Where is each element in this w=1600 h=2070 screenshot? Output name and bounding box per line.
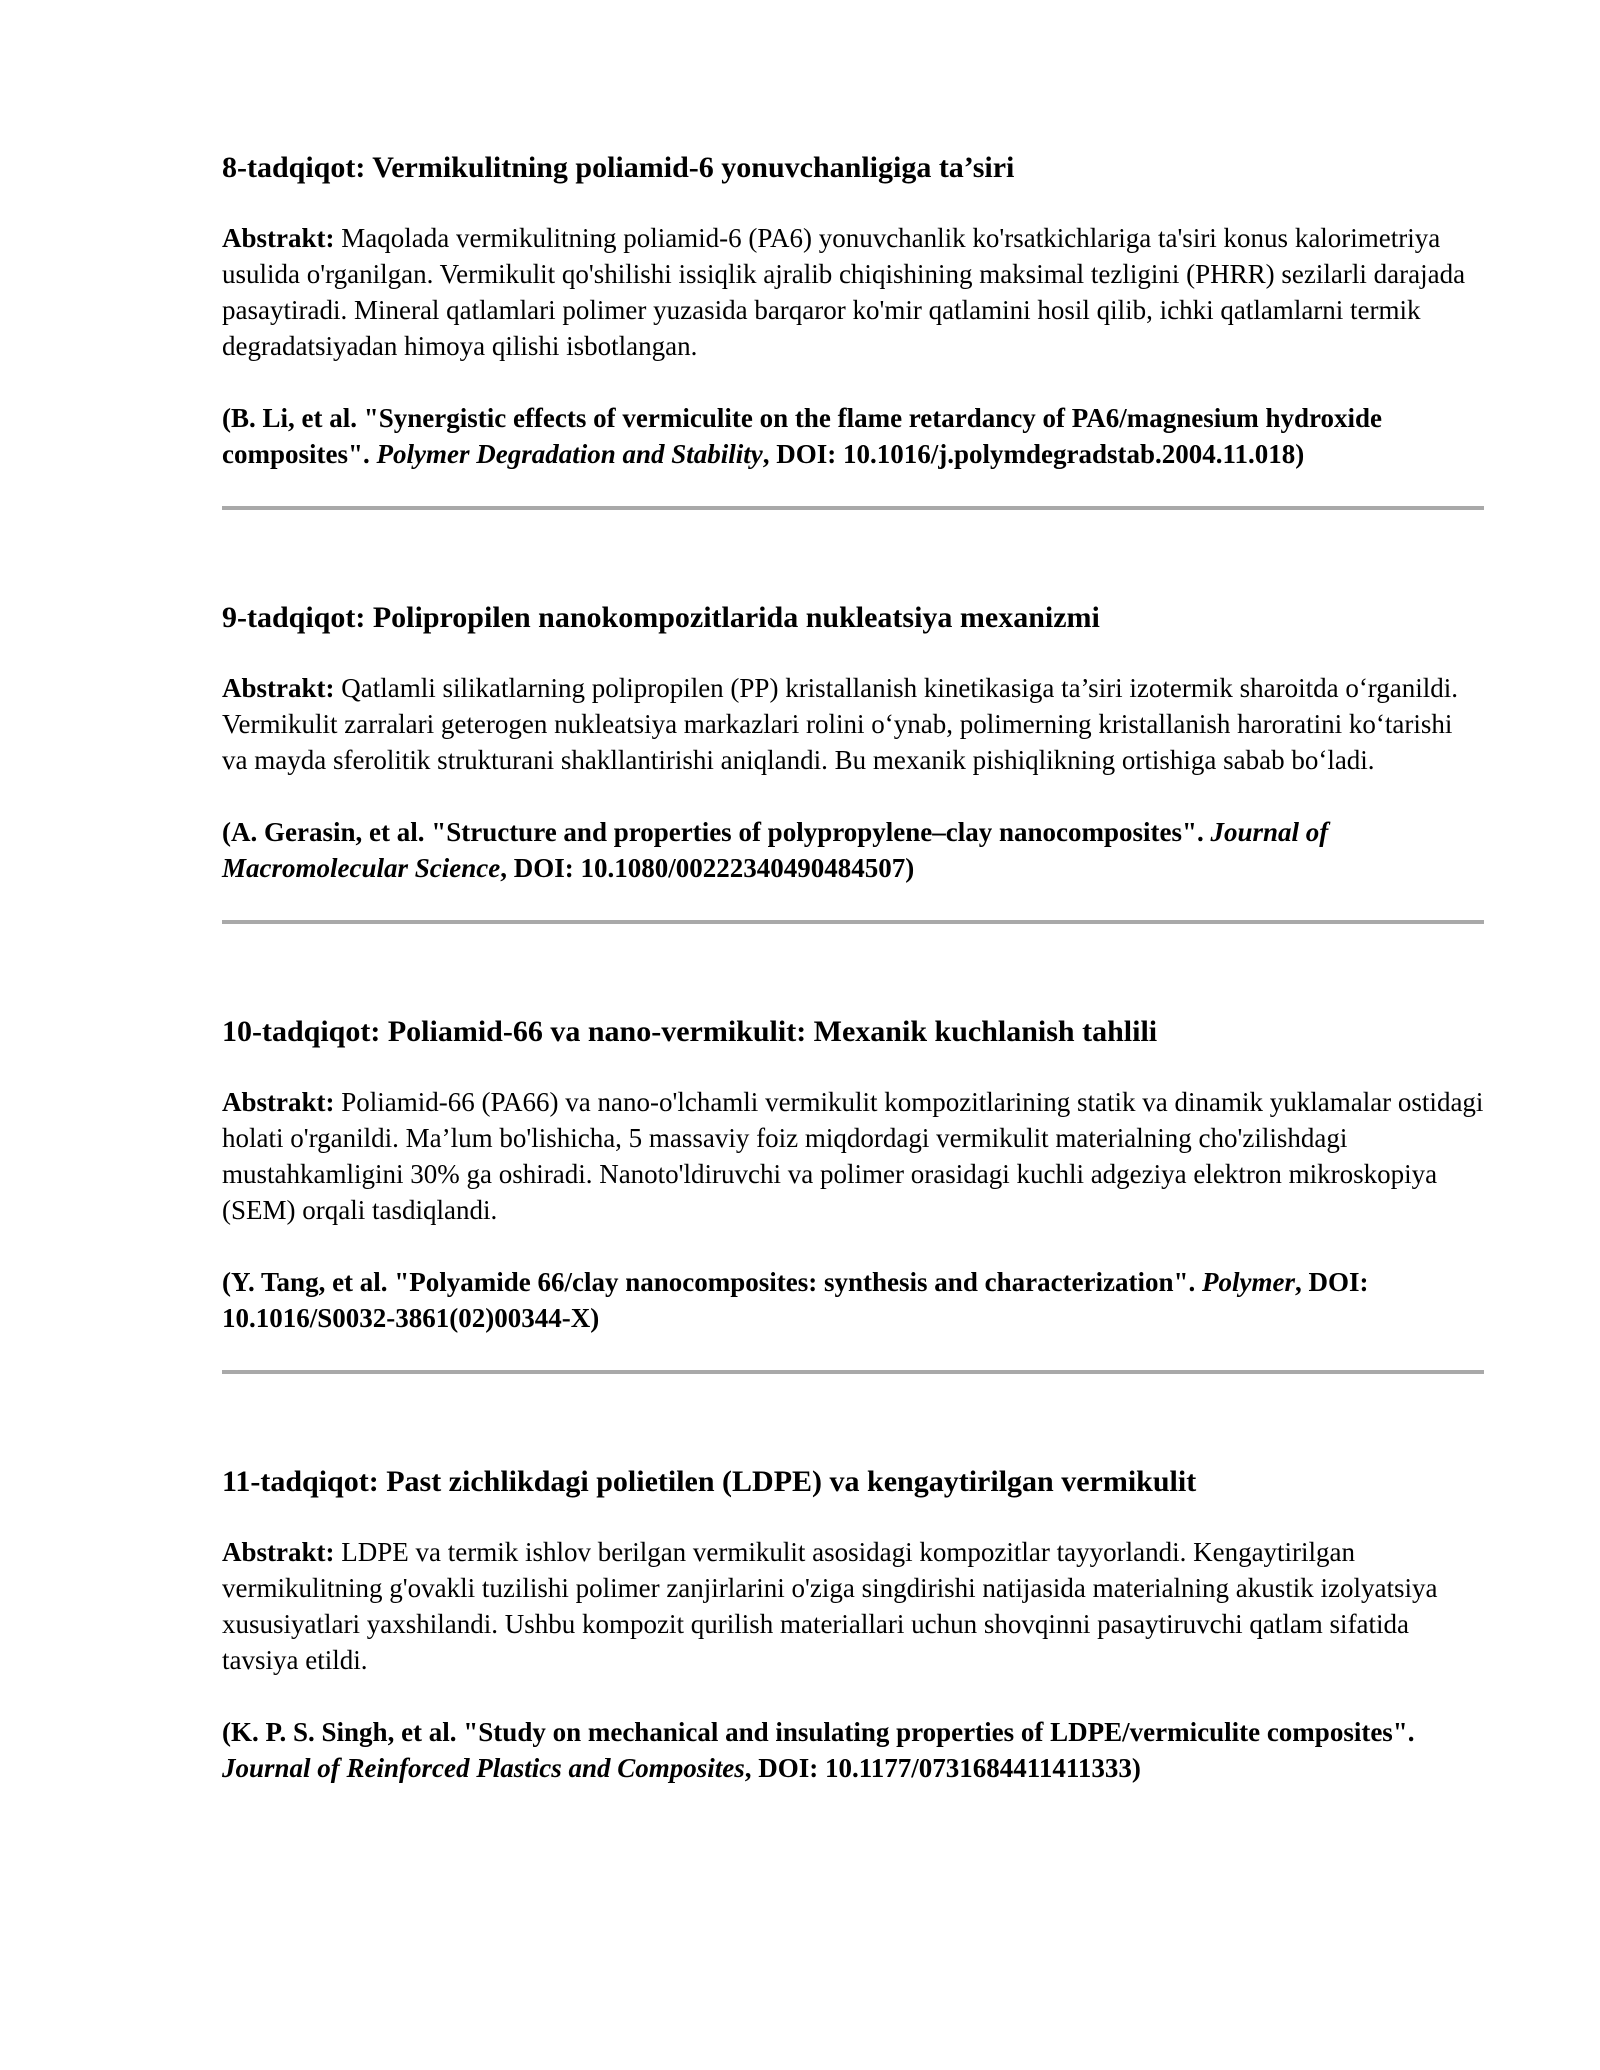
study-title: 10-tadqiqot: Poliamid-66 va nano-vermikulit: Mexanik kuchlanish tahlili: [222, 1015, 1158, 1048]
citation-authors-title: (B. Li, et al. "Synergistic effects of vermiculite on the flame retardancy of PA6/magnesium hydroxide composites".: [222, 403, 1383, 469]
section-divider: [222, 920, 1484, 924]
citation-authors-title: (K. P. S. Singh, et al. "Study on mechanical and insulating properties of LDPE/vermiculite composites".: [222, 1717, 1415, 1747]
citation-doi: , DOI: 10.1177/0731684411411333): [744, 1753, 1141, 1783]
study-citation: [222, 814, 1484, 886]
study-8: [222, 150, 1484, 472]
study-abstract: [222, 1084, 1484, 1228]
citation-journal: Journal of Macromolecular Science: [222, 817, 1329, 883]
section-divider: [222, 506, 1484, 510]
study-11: [222, 1464, 1484, 1786]
citation-doi: , DOI: 10.1016/S0032-3861(02)00344-X): [222, 1267, 1369, 1333]
abstract-label: Abstrakt:: [222, 673, 335, 703]
abstract-label: Abstrakt:: [222, 1087, 335, 1117]
study-citation: [222, 1264, 1484, 1336]
abstract-text: Poliamid-66 (PA66) va nano-o'lchamli vermikulit kompozitlarining statik va dinamik yuklamalar ostidagi holati o'rganildi. Ma’lum bo'lishicha, 5 massaviy foiz miqdordagi vermikulit materialning cho'zilishdagi mustahkamligini 30% ga oshiradi. Nanoto'ldiruvchi va polimer orasidagi kuchli adgeziya elektron mikroskopiya (SEM) orqali tasdiqlandi.: [222, 1087, 1484, 1225]
citation-journal: Polymer Degradation and Stability: [376, 439, 763, 469]
study-title: 11-tadqiqot: Past zichlikdagi polietilen (LDPE) va kengaytirilgan vermikulit: [222, 1465, 1197, 1498]
study-abstract: [222, 670, 1484, 778]
citation-journal: Polymer: [1202, 1267, 1295, 1297]
citation-doi: , DOI: 10.1080/00222340490484507): [500, 853, 915, 883]
document-page: [222, 150, 1484, 1786]
citation-authors-title: (Y. Tang, et al. "Polyamide 66/clay nanocomposites: synthesis and characterization".: [222, 1267, 1202, 1297]
study-abstract: [222, 220, 1484, 364]
citation-doi: , DOI: 10.1016/j.polymdegradstab.2004.11.018): [762, 439, 1305, 469]
study-citation: [222, 400, 1484, 472]
citation-journal: Journal of Reinforced Plastics and Composites: [222, 1753, 745, 1783]
abstract-label: Abstrakt:: [222, 223, 335, 253]
study-10: [222, 1014, 1484, 1336]
abstract-text: Qatlamli silikatlarning polipropilen (PP) kristallanish kinetikasiga ta’siri izotermik sharoitda o‘rganildi. Vermikulit zarralari geterogen nukleatsiya markazlari rolini o‘ynab, polimerning kristallanish haroratini ko‘tarishi va mayda sferolitik strukturani shakllantirishi aniqlandi. Bu mexanik pishiqlikning ortishiga sabab bo‘ladi.: [222, 673, 1459, 775]
study-abstract: [222, 1534, 1484, 1678]
study-title: 9-tadqiqot: Polipropilen nanokompozitlarida nukleatsiya mexanizmi: [222, 601, 1100, 634]
study-citation: [222, 1714, 1484, 1786]
study-9: [222, 600, 1484, 886]
citation-authors-title: (A. Gerasin, et al. "Structure and properties of polypropylene–clay nanocomposites".: [222, 817, 1211, 847]
abstract-text: LDPE va termik ishlov berilgan vermikulit asosidagi kompozitlar tayyorlandi. Kengaytirilgan vermikulitning g'ovakli tuzilishi polimer zanjirlarini o'ziga singdirishi natijasida materialning akustik izolyatsiya xususiyatlari yaxshilandi. Ushbu kompozit qurilish materiallari uchun shovqinni pasaytiruvchi qatlam sifatida tavsiya etildi.: [222, 1537, 1438, 1675]
abstract-text: Maqolada vermikulitning poliamid-6 (PA6) yonuvchanlik ko'rsatkichlariga ta'siri konus kalorimetriya usulida o'rganilgan. Vermikulit qo'shilishi issiqlik ajralib chiqishining maksimal tezligini (PHRR) sezilarli darajada pasaytiradi. Mineral qatlamlari polimer yuzasida barqaror ko'mir qatlamini hosil qilib, ichki qatlamlarni termik degradatsiyadan himoya qilishi isbotlangan.: [222, 223, 1466, 361]
study-title: 8-tadqiqot: Vermikulitning poliamid-6 yonuvchanligiga ta’siri: [222, 151, 1015, 184]
section-divider: [222, 1370, 1484, 1374]
abstract-label: Abstrakt:: [222, 1537, 335, 1567]
